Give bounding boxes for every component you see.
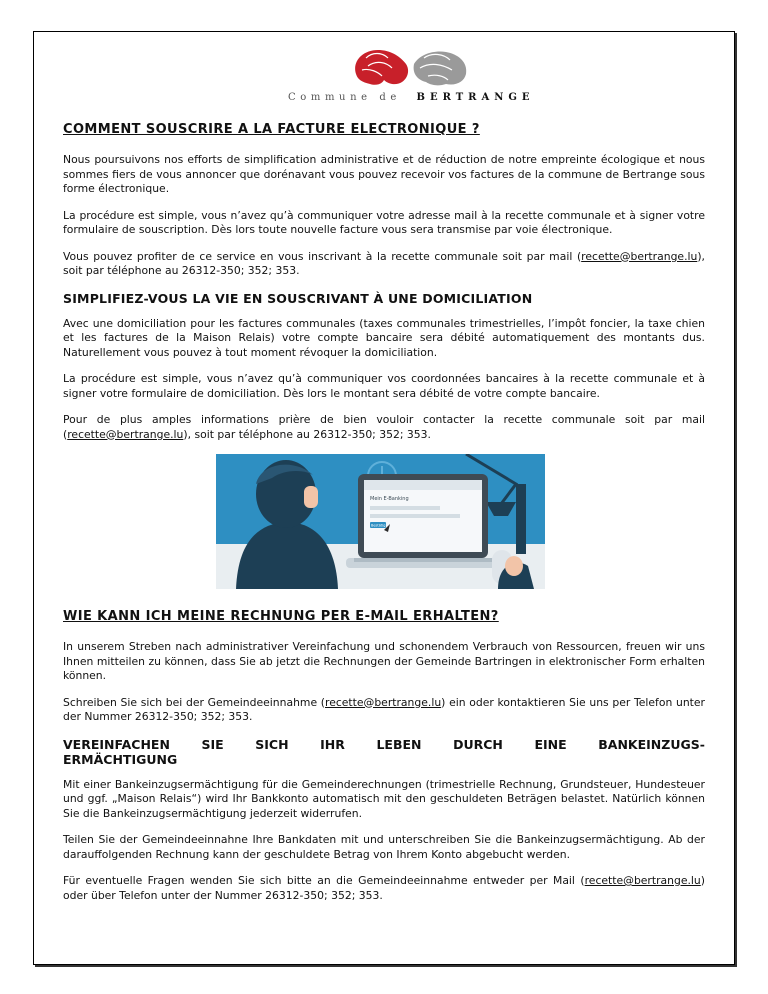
text-span: Für eventuelle Fragen wenden Sie sich bitte an die Gemeindeeinnahme entweder per Mail ( (63, 874, 585, 887)
lion-emblem-icon (348, 44, 488, 90)
french-paragraph-3 (63, 250, 705, 279)
french-paragraph-5: La procédure est simple, vous n’avez qu’à communiquer vos coordonnées bancaires à la recette communale et à signer votre formulaire de domiciliation. Dès lors le montant sera débité de votre compte bancaire. (63, 372, 705, 400)
german-paragraph-3: Mit einer Bankeinzugsermächtigung für die Gemeinderechnungen (trimestrielle Rechnung, Grundsteuer, Hundesteuer und ggf. „Maison Relais“) wird Ihr Bankkonto automatisch mit den geschuldeten Beträgen belastet. Natürlich können Sie die Bankeinzugsermächtigung jederzeit widerrufen. (63, 777, 705, 820)
subtitle-word: SICH (255, 736, 289, 752)
commune-logo (34, 44, 734, 124)
email-link[interactable]: recette@bertrange.lu (325, 695, 442, 709)
german-paragraph-4: Teilen Sie der Gemeindeeinnahne Ihre Bankdaten mit und unterschreiben Sie die Bankeinzugsermächtigung. Ab der darauffolgenden Rechnung kann der geschuldete Betrag von Ihrem Konto abgebucht werden. (63, 833, 705, 861)
subtitle-word: DURCH (453, 736, 503, 752)
subtitle-word: SIE (201, 736, 224, 752)
french-paragraph-2: La procédure est simple, vous n’avez qu’à communiquer votre adresse mail à la recette communale et à signer votre formulaire de souscription. Dès lors toute nouvelle facture vous sera transmise par voie électronique. (63, 208, 705, 236)
text-span: ), soit par téléphone au 26312-350; 352; 353. (63, 249, 705, 277)
commune-label: Commune de (288, 92, 401, 103)
email-link[interactable]: recette@bertrange.lu (581, 249, 698, 263)
subtitle-word: BANKEINZUGS- (598, 736, 705, 752)
document-frame (33, 31, 735, 965)
commune-name (288, 92, 535, 103)
german-subtitle (63, 737, 705, 767)
german-paragraph-2 (63, 696, 705, 725)
screen-button-label: Bestätig (371, 523, 386, 528)
french-title: COMMENT SOUSCRIRE A LA FACTURE ELECTRONIQUE ? (63, 122, 480, 137)
german-paragraph-1: In unserem Streben nach administrativer Vereinfachung und schonendem Verbrauch von Ressourcen, freuen wir uns Ihnen mitteilen zu können, dass Sie ab jetzt die Rechnungen der Gemeinde Bartringen in elektronischer Form erhalten können. (63, 640, 705, 682)
subtitle-line-2: ERMÄCHTIGUNG (63, 751, 178, 767)
subtitle-word: LEBEN (376, 736, 422, 752)
text-span: ) oder über Telefon unter der Nummer 26312-350; 352; 353. (63, 874, 705, 902)
text-span: Schreiben Sie sich bei der Gemeindeeinnahme ( (63, 695, 325, 709)
email-link[interactable]: recette@bertrange.lu (584, 874, 701, 887)
french-paragraph-6 (63, 413, 705, 442)
email-link[interactable]: recette@bertrange.lu (67, 427, 184, 441)
french-paragraph-1: Nous poursuivons nos efforts de simplification administrative et de réduction de notre empreinte écologique et nous sommes fiers de vous annoncer que dorénavant vous pouvez recevoir vos factures de la commune de Bertrange sous forme électronique. (63, 153, 705, 195)
german-paragraph-5 (63, 874, 705, 903)
bertrange-label: BERTRANGE (416, 92, 535, 103)
text-span: Vous pouvez profiter de ce service en vous inscrivant à la recette communale soit par mail ( (63, 249, 582, 263)
subtitle-word: EINE (534, 736, 567, 752)
text-span: ) ein oder kontaktieren Sie uns per Telefon unter der Nummer 26312-350; 352; 353. (63, 695, 706, 723)
text-span: ), soit par téléphone au 26312-350; 352; 353. (183, 427, 431, 441)
screen-heading: Mein E-Banking (370, 496, 409, 502)
e-banking-illustration (216, 454, 545, 589)
subtitle-word: IHR (320, 736, 345, 752)
french-paragraph-4: Avec une domiciliation pour les factures communales (taxes communales trimestrielles, l’impôt foncier, la taxe chien et les factures de la Maison Relais) votre compte bancaire sera débité automatiquement des montants dus. Naturellement vous pouvez à tout moment révoquer la domiciliation. (63, 316, 705, 359)
person-at-laptop-illustration (216, 454, 545, 589)
german-title: WIE KANN ICH MEINE RECHNUNG PER E-MAIL ERHALTEN? (63, 609, 499, 624)
document-body (63, 122, 705, 915)
subtitle-word: VEREINFACHEN (63, 736, 170, 752)
french-subtitle: SIMPLIFIEZ-VOUS LA VIE EN SOUSCRIVANT À UNE DOMICILIATION (63, 290, 533, 306)
text-span: Pour de plus amples informations prière de bien vouloir contacter la recette communale soit par mail ( (63, 413, 705, 441)
